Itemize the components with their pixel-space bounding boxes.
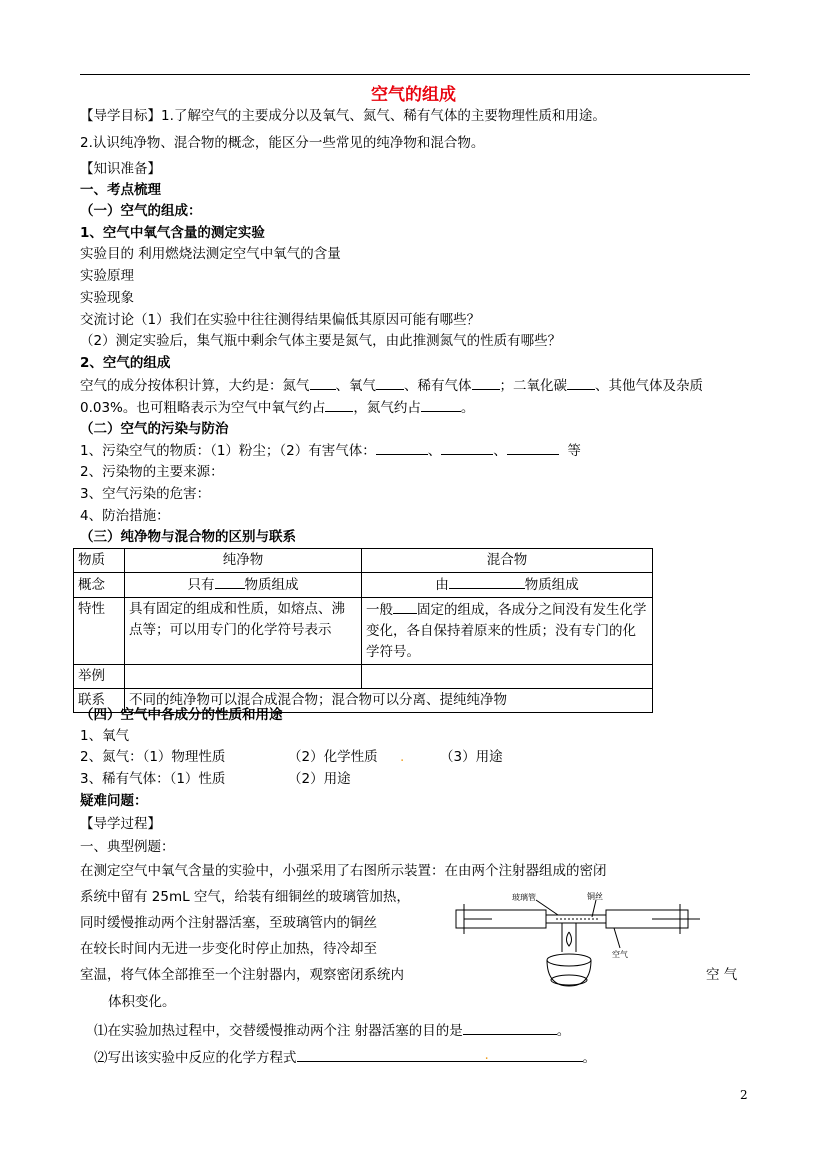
blank[interactable]	[421, 397, 461, 412]
table-cell	[125, 665, 362, 689]
part-heading-2: （二）空气的污染与防治	[80, 421, 229, 437]
pollution-item-1: 1、污染空气的物质：（1）粉尘；（2）有害气体： 、 、 等	[80, 440, 581, 461]
composition-line-1: 空气的成分按体积计算，大约是：氮气 、氧气 、稀有气体 ；二氧化碳 、其他气体及杂质	[80, 375, 703, 396]
blank[interactable]	[567, 375, 595, 390]
learning-goal-2: 2.认识纯净物、混合物的概念，能区分一些常见的纯净物和混合物。	[80, 135, 485, 151]
table-cell: 概念	[74, 573, 125, 598]
glass-tube-label: 玻璃管	[512, 893, 536, 902]
example-text: 室温，将气体全部推至一个注射器内，观察密闭系统内	[80, 967, 404, 983]
blank[interactable]	[376, 375, 404, 390]
blank[interactable]	[325, 397, 353, 412]
table-header-cell: 纯净物	[125, 549, 362, 573]
table-cell: 只有 物质组成	[125, 573, 362, 598]
discussion-2: （2）测定实验后，集气瓶中剩余气体主要是氮气，由此推测氮气的性质有哪些？	[80, 333, 562, 349]
discussion-1: 交流讨论（1）我们在实验中往往测得结果偏低其原因可能有哪些？	[80, 312, 481, 328]
question-1: ⑴在实验加热过程中，交替缓慢推动两个注 射器活塞的目的是 。	[94, 1020, 570, 1041]
table-header-cell: 物质	[74, 549, 125, 573]
example-text: 系统中留有 25mL 空气，给装有细铜丝的玻璃管加热，	[80, 889, 410, 905]
table-header-cell: 混合物	[362, 549, 653, 573]
experiment-principle: 实验原理	[80, 268, 134, 284]
table-row	[74, 549, 653, 573]
section-heading-1: 一、考点梳理	[80, 182, 161, 198]
blank[interactable]	[310, 375, 336, 390]
blank[interactable]	[441, 440, 493, 455]
header-rule	[80, 74, 750, 75]
table-cell: 不同的纯净物可以混合成混合物；混合物可以分离、提纯纯净物	[125, 689, 653, 713]
answer-blank[interactable]	[487, 1047, 583, 1062]
blank[interactable]	[449, 574, 525, 589]
pollution-item-4: 4、防治措施：	[80, 508, 170, 524]
composition-line-2: 0.03%。也可粗略表示为空气中氧气约占 ，氮气约占 。	[80, 397, 474, 418]
example-text: 在较长时间内无进一步变化时停止加热，待冷却至	[80, 941, 377, 957]
table-cell: 特性	[74, 598, 125, 665]
example-text: 体积变化。	[108, 994, 176, 1010]
part-heading-4: （四）空气中各成分的性质和用途	[80, 707, 283, 723]
experiment-purpose: 实验目的 利用燃烧法测定空气中氧气的含量	[80, 246, 341, 262]
flame	[567, 932, 572, 946]
example-text: 在测定空气中氧气含量的实验中，小强采用了右图所示装置：在由两个注射器组成的密闭	[80, 863, 607, 879]
example-heading: 一、典型例题：	[80, 839, 175, 855]
blank[interactable]	[215, 574, 245, 589]
blank[interactable]	[472, 375, 500, 390]
part-heading-3: （三）纯净物与混合物的区别与联系	[80, 529, 296, 545]
use-item-2: 2、氮气：（1）物理性质 （2）化学性质 . （3）用途	[80, 749, 503, 765]
item-heading-air-composition: 2、空气的组成	[80, 355, 171, 371]
process-heading: 【导学过程】	[80, 816, 161, 832]
table-cell: 具有固定的组成和性质，如熔点、沸点等；可以用专门的化学符号表示	[125, 598, 362, 665]
blank[interactable]	[393, 599, 417, 614]
learning-goal-1: 【导学目标】1.了解空气的主要成分以及氧气、氮气、稀有气体的主要物理性质和用途。	[80, 108, 606, 124]
table-cell	[362, 665, 653, 689]
question-2: ⑵写出该实验中反应的化学方程式 . 。	[94, 1047, 596, 1066]
experiment-phenomenon: 实验现象	[80, 290, 134, 306]
table-cell: 一般 固定的组成，各成分之间没有发生化学变化，各自保持着原来的性质；没有专门的化学符号。	[362, 598, 653, 665]
page-number: 2	[740, 1088, 748, 1102]
air-label: 空气	[612, 950, 628, 959]
use-item-3: 3、稀有气体：（1）性质 （2）用途	[80, 771, 351, 787]
syringe-apparatus-figure	[452, 890, 702, 1000]
answer-blank[interactable]	[463, 1020, 557, 1035]
table-cell: 联系	[74, 689, 125, 713]
lamp-top	[547, 954, 591, 966]
use-item-1: 1、氧气	[80, 728, 130, 744]
example-text: 空 气	[706, 967, 738, 983]
answer-blank[interactable]: .	[297, 1047, 487, 1062]
table-cell: 举例	[74, 665, 125, 689]
table-row	[74, 665, 653, 689]
pollution-item-3: 3、空气污染的危害：	[80, 486, 211, 502]
example-text: 同时缓慢推动两个注射器活塞，至玻璃管内的铜丝	[80, 915, 377, 931]
difficult-questions: 疑难问题：	[80, 793, 148, 809]
copper-wire-label: 铜丝	[587, 892, 603, 901]
comparison-table	[73, 548, 653, 713]
prep-heading: 【知识准备】	[80, 161, 161, 177]
pollution-item-2: 2、污染物的主要来源：	[80, 464, 224, 480]
blank[interactable]	[507, 440, 559, 455]
table-row	[74, 598, 653, 665]
item-heading-oxygen-test: 1、空气中氧气含量的测定实验	[80, 225, 265, 241]
table-cell: 由 物质组成	[362, 573, 653, 598]
part-heading-1: （一）空气的组成：	[80, 203, 202, 219]
table-row	[74, 573, 653, 598]
page-title: 空气的组成	[371, 85, 456, 105]
blank[interactable]	[376, 440, 428, 455]
